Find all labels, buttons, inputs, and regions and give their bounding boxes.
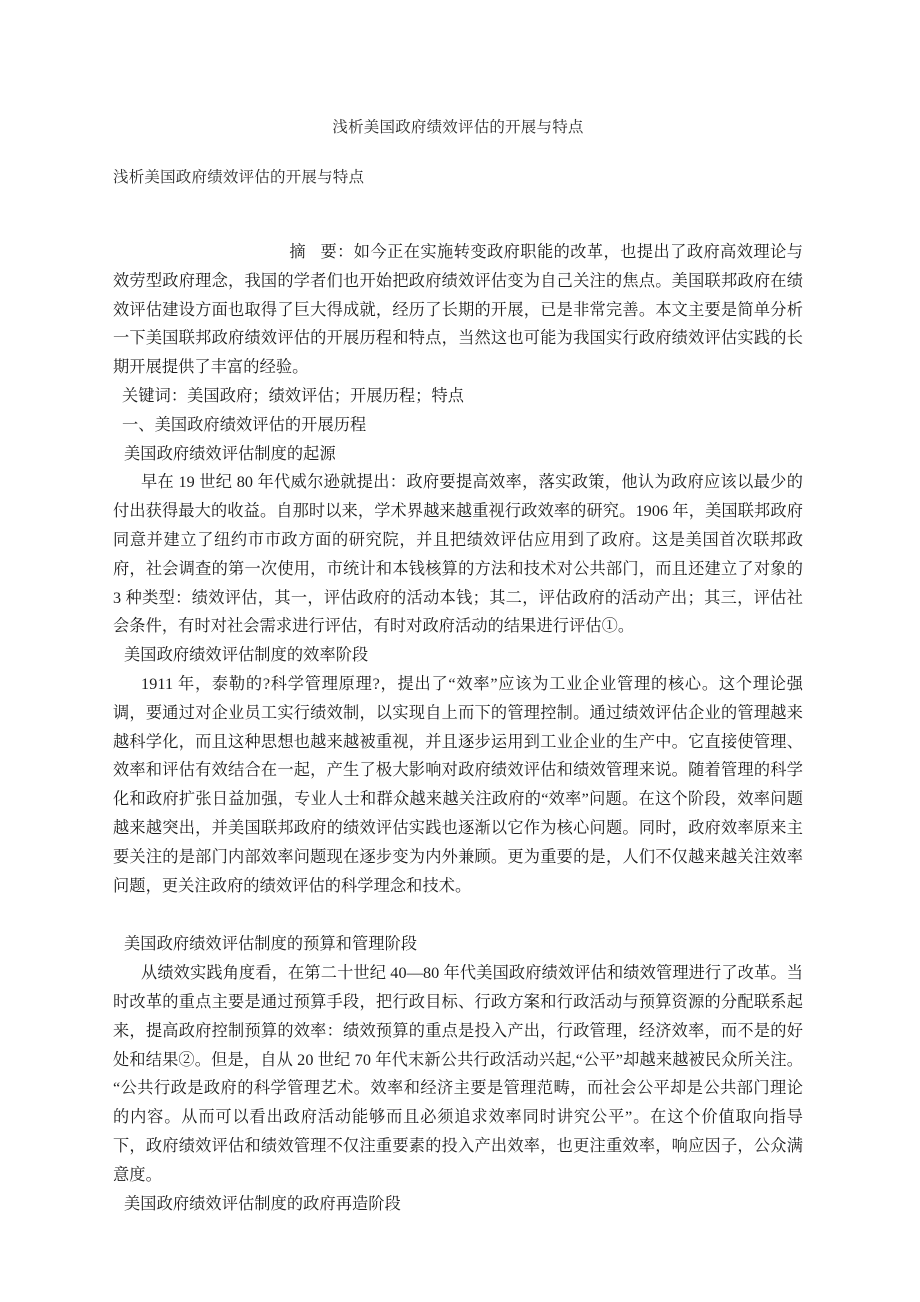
running-heading: 浅析美国政府绩效评估的开展与特点 — [113, 169, 365, 186]
document-content-column — [113, 0, 803, 1218]
keywords-line: 关键词：美国政府；绩效评估；开展历程；特点 — [122, 386, 465, 405]
abstract-label-second: 要： — [320, 243, 354, 261]
paragraph-budget: 从绩效实践角度看，在第二十世纪 40—80 年代美国政府绩效评估和绩效管理进行了改革。当时改革的重点主要是通过预算手段，把行政目标、行政方案和行政活动与预算资源的分配联系起来，提高政府控制预算的效率：绩效预算的重点是投入产出，行政管理，经济效率，而不是的好处和结果②。但是，自从 20 世纪 70 年代末新公共行政活动兴起,“公平”却越来越被民众所关注。“公共行政是政府的科学管理艺术。效率和经济主要是管理范畴，而社会公平却是公共部门理论的内容。从而可以看出政府活动能够而且必须追求效率同时讲究公平”。在这个价值取向指导下，政府绩效评估和绩效管理不仅注重要素的投入产出效率，也更注重效率，响应因子，公众满意度。 — [113, 964, 803, 1184]
section-heading-one: 一、美国政府绩效评估的开展历程 — [122, 415, 367, 434]
paragraph-efficiency: 1911 年，泰勒的?科学管理原理?，提出了“效率”应该为工业企业管理的核心。这个理论强调，要通过对企业员工实行绩效制，以实现自上而下的管理控制。通过绩效评估企业的管理越来越科学化，而且这种思想也越来越被重视，并且逐步运用到工业企业的生产中。它直接使管理、效率和评估有效结合在一起，产生了极大影响对政府绩效评估和绩效管理来说。随着管理的科学化和政府扩张日益加强，专业人士和群众越来越关注政府的“效率”问题。在这个阶段，效率问题越来越突出，并美国联邦政府的绩效评估实践也逐渐以它作为核心问题。同时，政府效率原来主要关注的是部门内部效率问题现在逐步变为内外兼顾。更为重要的是，人们不仅越来越关注效率问题，更关注政府的绩效评估的科学理念和技术。 — [113, 674, 803, 895]
abstract-label: 摘 — [289, 243, 307, 261]
spacer — [113, 900, 803, 930]
subheading-budget: 美国政府绩效评估制度的预算和管理阶段 — [124, 935, 418, 954]
subheading-origin: 美国政府绩效评估制度的起源 — [124, 444, 336, 463]
subheading-reinvention: 美国政府绩效评估制度的政府再造阶段 — [124, 1194, 401, 1213]
paragraph-origin: 早在 19 世纪 80 年代威尔逊就提出：政府要提高效率，落实政策，他认为政府应该以最少的付出获得最大的收益。自那时以来，学术界越来越重视行政效率的研究。1906 年，美国联邦政府同意并建立了纽约市市政方面的研究院，并且把绩效评估应用到了政府。这是美国首次联邦政府，社会调查的第一次使用，市统计和本钱核算的方法和技术对公共部门，而且还建立了对象的 3 种类型：绩效评估，其一，评估政府的活动本钱；其二，评估政府的活动产出；其三，评估社会条件，有时对社会需求进行评估，有时对政府活动的结果进行评估①。 — [113, 473, 803, 636]
subheading-efficiency: 美国政府绩效评估制度的效率阶段 — [124, 646, 369, 665]
spacer — [113, 188, 803, 210]
abstract-body: 如今正在实施转变政府职能的改革，也提出了政府高效理论与效劳型政府理念，我国的学者们也开始把政府绩效评估变为自己关注的焦点。美国联邦政府在绩效评估建设方面也取得了巨大得成就，经历了长期的开展，已是非常完善。本文主要是简单分析一下美国联邦政府绩效评估的开展历程和特点，当然这也可能为我国实行政府绩效评估实践的长期开展提供了丰富的经验。 — [113, 243, 804, 377]
abstract-paragraph — [113, 238, 803, 382]
page-title: 浅析美国政府绩效评估的开展与特点 — [332, 119, 584, 136]
